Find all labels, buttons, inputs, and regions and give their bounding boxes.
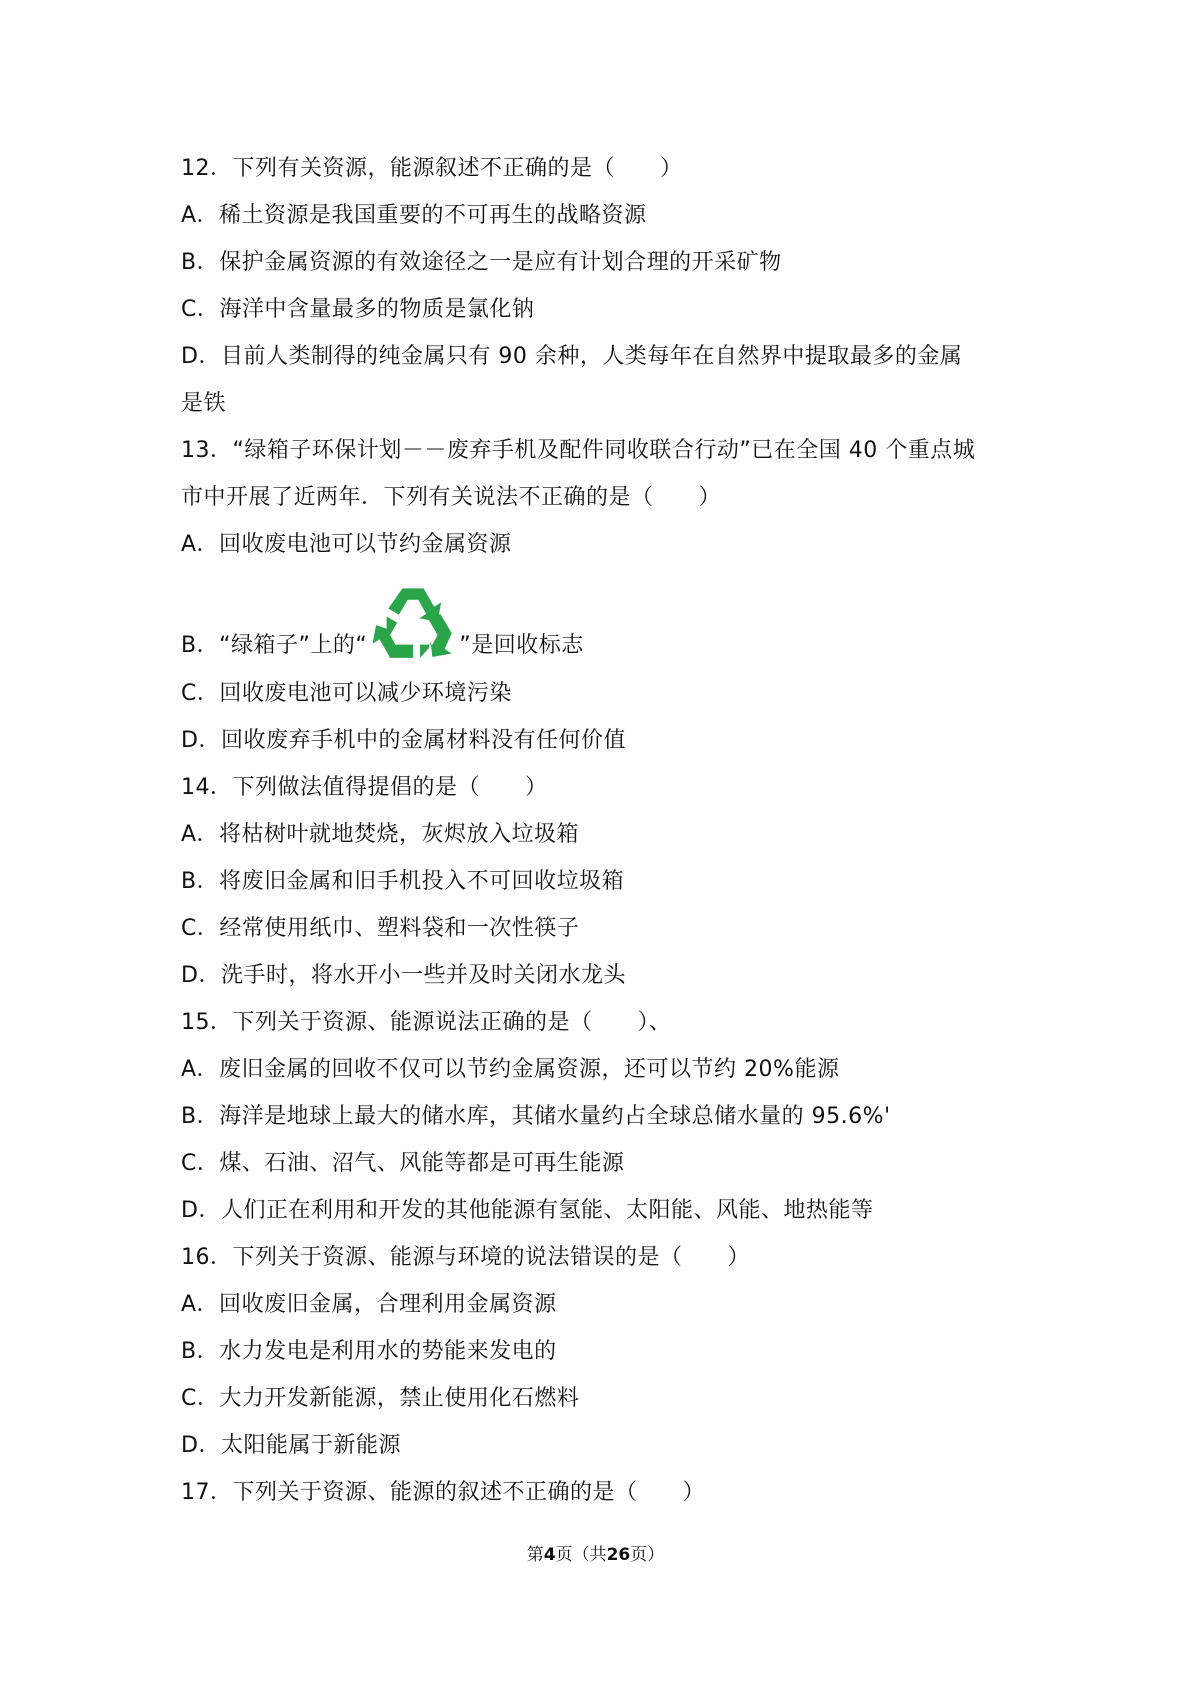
q14-option-c: C．经常使用纸巾、塑料袋和一次性筷子 <box>181 916 580 941</box>
q12-option-c: C．海洋中含量最多的物质是氯化钠 <box>181 297 535 322</box>
q17-stem: 17．下列关于资源、能源的叙述不正确的是（ ） <box>181 1480 705 1505</box>
q13-stem-cont: 市中开展了近两年．下列有关说法不正确的是（ ） <box>181 485 722 510</box>
q16-option-c: C．大力开发新能源，禁止使用化石燃料 <box>181 1386 580 1411</box>
q14-option-d: D．洗手时，将水开小一些并及时关闭水龙头 <box>181 963 626 988</box>
q14-option-a: A．将枯树叶就地焚烧，灰烬放入垃圾箱 <box>181 822 580 847</box>
q14-option-b: B．将废旧金属和旧手机投入不可回收垃圾箱 <box>181 869 625 894</box>
recycle-icon <box>369 576 457 664</box>
q13-option-b <box>181 568 1026 670</box>
q13-option-c: C．回收废电池可以减少环境污染 <box>181 681 512 706</box>
q12-option-a: A．稀土资源是我国重要的不可再生的战略资源 <box>181 203 647 228</box>
footer-total-pages: 26 <box>606 1545 631 1565</box>
q16-option-d: D．太阳能属于新能源 <box>181 1433 401 1458</box>
footer-middle: 页（共 <box>555 1545 607 1565</box>
q12-option-d-cont: 是铁 <box>181 391 227 416</box>
q16-option-a: A．回收废旧金属，合理利用金属资源 <box>181 1292 557 1317</box>
q13-option-b-before: B．“绿箱子”上的“ <box>181 633 368 658</box>
q15-option-a: A．废旧金属的回收不仅可以节约金属资源，还可以节约 20%能源 <box>181 1057 840 1082</box>
q13-option-b-after: ”是回收标志 <box>459 633 584 658</box>
footer-suffix: 页） <box>630 1545 665 1565</box>
q13-stem: 13．“绿箱子环保计划－－废弃手机及配件同收联合行动”已在全国 40 个重点城 <box>181 438 976 463</box>
q12-option-d: D．目前人类制得的纯金属只有 90 余种，人类每年在自然界中提取最多的金属 <box>181 344 963 369</box>
question-content <box>181 145 1026 1516</box>
q15-option-b: B．海洋是地球上最大的储水库，其储水量约占全球总储水量的 95.6%' <box>181 1104 891 1129</box>
q12-option-b: B．保护金属资源的有效途径之一是应有计划合理的开采矿物 <box>181 250 782 275</box>
q16-option-b: B．水力发电是利用水的势能来发电的 <box>181 1339 557 1364</box>
footer-prefix: 第 <box>526 1545 544 1565</box>
q16-stem: 16．下列关于资源、能源与环境的说法错误的是（ ） <box>181 1245 750 1270</box>
footer-page-number: 4 <box>543 1545 556 1565</box>
q13-option-d: D．回收废弃手机中的金属材料没有任何价值 <box>181 728 626 753</box>
q13-option-a: A．回收废电池可以节约金属资源 <box>181 532 512 557</box>
q15-option-d: D．人们正在利用和开发的其他能源有氢能、太阳能、风能、地热能等 <box>181 1198 874 1223</box>
q15-option-c: C．煤、石油、沼气、风能等都是可再生能源 <box>181 1151 625 1176</box>
page-footer <box>0 1540 1191 1565</box>
q14-stem: 14．下列做法值得提倡的是（ ） <box>181 775 548 800</box>
q12-stem: 12．下列有关资源，能源叙述不正确的是（ ） <box>181 156 683 181</box>
q15-stem: 15．下列关于资源、能源说法正确的是（ ）、 <box>181 1010 672 1035</box>
